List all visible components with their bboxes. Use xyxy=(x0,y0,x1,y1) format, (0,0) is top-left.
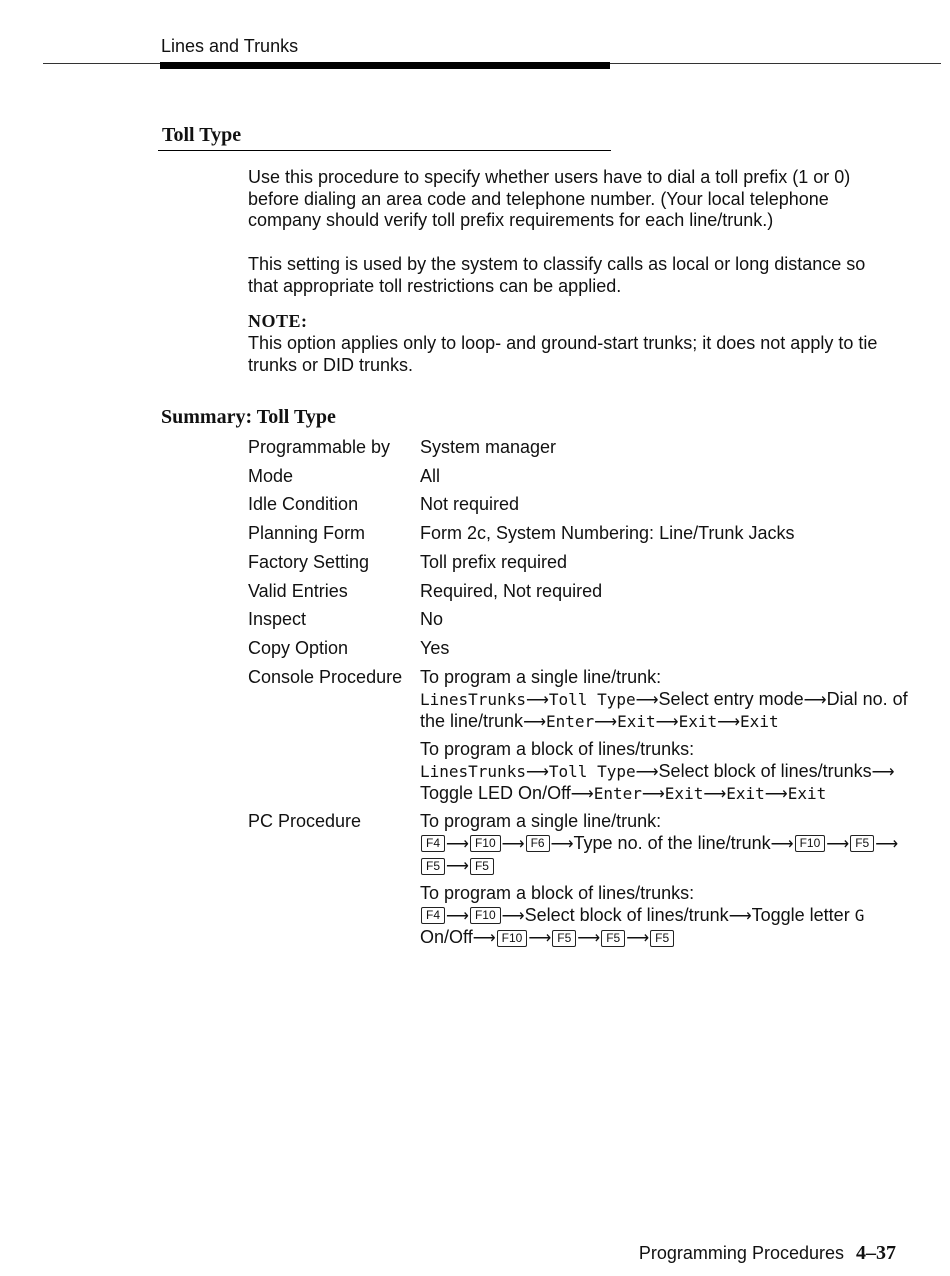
f4-key: F4 xyxy=(421,835,445,852)
row-value: Toll prefix required xyxy=(420,552,568,572)
console-block-title: To program a block of lines/trunks: xyxy=(420,739,695,759)
f5-key: F5 xyxy=(601,930,625,947)
arrow-icon: ⟶ xyxy=(826,835,850,853)
f10-key: F10 xyxy=(470,835,501,852)
arrow-icon: ⟶ xyxy=(446,835,469,853)
exit-key: Exit xyxy=(787,784,827,803)
step-text: Select block of lines/trunks xyxy=(658,760,872,781)
f5-key: F5 xyxy=(552,930,576,947)
row-label: Planning Form xyxy=(248,523,366,543)
arrow-icon: ⟶ xyxy=(528,930,552,947)
arrow-icon: ⟶ xyxy=(594,714,618,731)
intro-paragraph-1: Use this procedure to specify whether users have to dial a toll prefix (1 or 0) before dialing an area code and telephone number. (Your local telephone company should verify toll prefix requirements for each line/trunk.) xyxy=(248,167,851,230)
console-single-title: To program a single line/trunk: xyxy=(420,667,662,687)
row-value: Yes xyxy=(420,638,450,658)
console-block-procedure xyxy=(420,739,895,806)
console-single-steps xyxy=(420,689,908,712)
row-value: Required, Not required xyxy=(420,581,603,601)
f10-key: F10 xyxy=(470,907,501,924)
arrow-icon: ⟶ xyxy=(525,763,549,781)
row-label: Copy Option xyxy=(248,638,349,658)
pc-single-procedure xyxy=(420,811,898,878)
f4-key: F4 xyxy=(421,907,445,924)
step-text: Toggle letter xyxy=(751,904,850,925)
arrow-icon: ⟶ xyxy=(523,714,546,731)
console-block-steps xyxy=(420,761,895,784)
section-rule xyxy=(158,150,611,151)
f5-key: F5 xyxy=(421,858,445,875)
exit-key: Exit xyxy=(726,784,765,803)
arrow-icon: ⟶ xyxy=(635,691,659,709)
arrow-icon: ⟶ xyxy=(871,763,895,781)
arrow-icon: ⟶ xyxy=(550,835,574,853)
arrow-icon: ⟶ xyxy=(764,786,788,803)
lines-trunks-key: LinesTrunks xyxy=(420,689,526,709)
row-label: Mode xyxy=(248,466,294,486)
arrow-icon: ⟶ xyxy=(875,835,899,853)
exit-key: Exit xyxy=(617,712,656,731)
step-text: Type no. of the line/trunk xyxy=(573,832,771,853)
page-number: 4–37 xyxy=(856,1242,896,1264)
enter-key: Enter xyxy=(593,784,642,803)
exit-key: Exit xyxy=(678,712,718,731)
running-header: Lines and Trunks xyxy=(161,36,299,56)
enter-key: Enter xyxy=(546,712,595,731)
pc-single-title: To program a single line/trunk: xyxy=(420,811,662,831)
note-label: NOTE: xyxy=(248,311,308,331)
step-text: Dial no. of xyxy=(826,688,908,709)
step-text: the line/trunk xyxy=(420,711,524,731)
row-label: Console Procedure xyxy=(248,667,403,687)
arrow-icon: ⟶ xyxy=(626,930,650,947)
page-footer xyxy=(639,1242,896,1265)
f5-key: F5 xyxy=(850,835,874,852)
pc-single-steps-cont xyxy=(420,855,898,878)
pc-single-steps xyxy=(420,833,898,856)
f5-key: F5 xyxy=(650,930,674,947)
f6-key: F6 xyxy=(526,835,550,852)
toll-type-key: Toll Type xyxy=(548,761,636,781)
arrow-icon: ⟶ xyxy=(803,691,827,709)
arrow-icon: ⟶ xyxy=(703,786,727,803)
row-value: System manager xyxy=(420,437,557,457)
pc-block-steps xyxy=(420,905,864,928)
summary-heading: Summary: Toll Type xyxy=(161,406,336,428)
note-text: This option applies only to loop- and ground-start trunks; it does not apply to tie trunks or DID trunks. xyxy=(248,333,878,375)
section-title: Toll Type xyxy=(162,124,242,146)
row-label: Programmable by xyxy=(248,437,391,457)
row-label: Inspect xyxy=(248,609,307,629)
arrow-icon: ⟶ xyxy=(770,835,794,853)
lines-trunks-key: LinesTrunks xyxy=(420,761,526,781)
arrow-icon: ⟶ xyxy=(728,907,752,925)
arrow-icon: ⟶ xyxy=(635,763,659,781)
f5-key: F5 xyxy=(470,858,494,875)
row-label: Valid Entries xyxy=(248,581,348,601)
pc-block-procedure xyxy=(420,883,864,950)
step-text: Select entry mode xyxy=(658,688,804,709)
console-block-steps-cont xyxy=(420,783,895,806)
toll-type-key: Toll Type xyxy=(548,689,636,709)
console-single-procedure xyxy=(420,667,908,734)
arrow-icon: ⟶ xyxy=(577,930,601,947)
row-label: Idle Condition xyxy=(248,494,359,514)
arrow-icon: ⟶ xyxy=(641,786,665,803)
row-value: Form 2c, System Numbering: Line/Trunk Jacks xyxy=(420,523,795,543)
console-single-steps-cont xyxy=(420,711,908,734)
arrow-icon: ⟶ xyxy=(570,786,594,803)
arrow-icon: ⟶ xyxy=(472,930,496,947)
arrow-icon: ⟶ xyxy=(501,907,525,925)
header-bar xyxy=(160,62,610,69)
step-text: Toggle LED On/Off xyxy=(420,783,571,803)
row-label: Factory Setting xyxy=(248,552,370,572)
row-value: All xyxy=(420,466,441,486)
arrow-icon: ⟶ xyxy=(446,858,469,875)
f10-key: F10 xyxy=(795,835,826,852)
arrow-icon: ⟶ xyxy=(501,835,525,853)
arrow-icon: ⟶ xyxy=(446,907,469,925)
step-text: Select block of lines/trunk xyxy=(524,904,729,925)
exit-key: Exit xyxy=(740,712,779,731)
footer-chapter: Programming Procedures xyxy=(638,1243,844,1263)
arrow-icon: ⟶ xyxy=(525,691,549,709)
pc-block-steps-cont xyxy=(420,927,864,950)
intro-paragraph-2: This setting is used by the system to classify calls as local or long distance so that appropriate toll restrictions can be applied. xyxy=(248,254,866,296)
pc-block-title: To program a block of lines/trunks: xyxy=(420,883,695,903)
letter-g: G xyxy=(854,905,865,925)
row-value: No xyxy=(420,609,444,629)
row-value: Not required xyxy=(420,494,520,514)
f10-key: F10 xyxy=(497,930,528,947)
arrow-icon: ⟶ xyxy=(655,714,679,731)
exit-key: Exit xyxy=(664,784,704,803)
row-label: PC Procedure xyxy=(248,811,362,831)
arrow-icon: ⟶ xyxy=(717,714,741,731)
step-text: On/Off xyxy=(420,927,473,947)
